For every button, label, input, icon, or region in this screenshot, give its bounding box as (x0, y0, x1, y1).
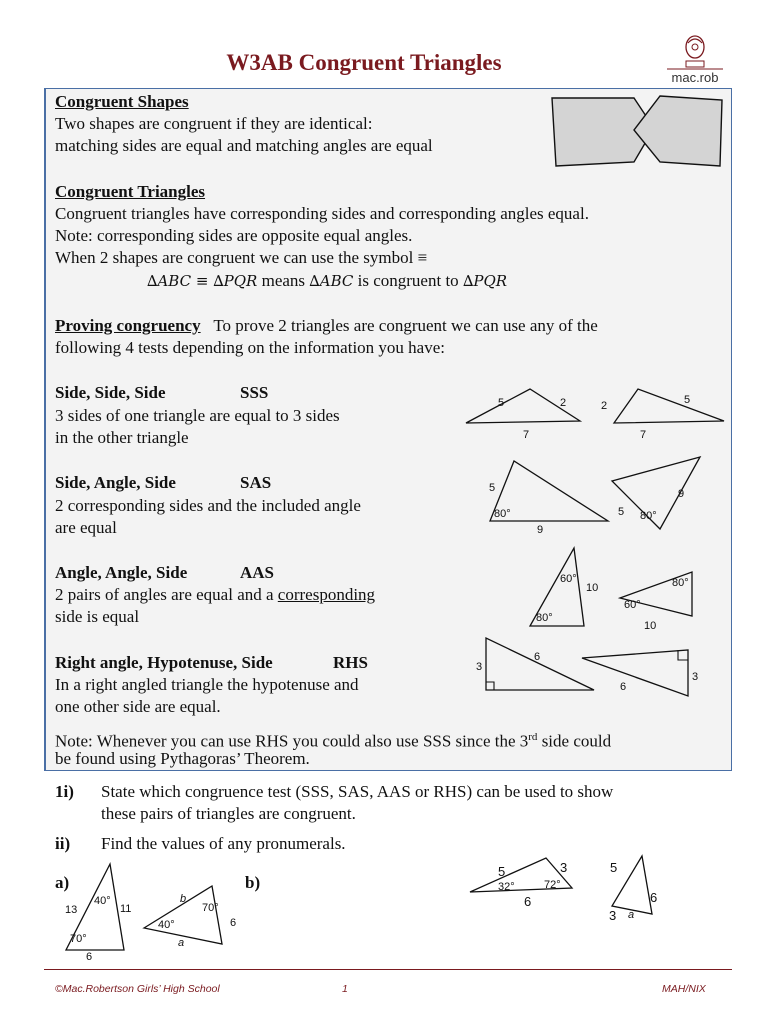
rhs-figure (472, 634, 712, 700)
sas-text: are equal (55, 518, 117, 537)
question-text: these pairs of triangles are congruent. (101, 804, 356, 823)
side-label: 13 (65, 904, 78, 916)
page-title: W3AB Congruent Triangles (226, 50, 502, 75)
angle-label: 40° (158, 919, 175, 931)
side-label: 5 (684, 394, 691, 406)
angle-label: 70° (70, 933, 87, 945)
sas-heading: Side, Angle, Side SAS (55, 473, 272, 492)
aas-heading: Angle, Angle, Side AAS (55, 563, 275, 582)
pronumeral-label: a (628, 909, 635, 921)
rhs-note: Note: Whenever you can use RHS you could also use SSS since the 3rd side could (55, 731, 612, 751)
side-label: 2 (560, 397, 567, 409)
side-label: 6 (524, 894, 532, 909)
logo-text: mac.rob (671, 70, 719, 85)
aas-text: 2 pairs of angles are equal and a corresponding (55, 585, 376, 604)
side-label: 7 (640, 429, 647, 441)
side-label: 9 (537, 524, 544, 536)
aas-text: side is equal (55, 607, 140, 626)
side-label: 3 (609, 908, 617, 923)
side-label: 2 (601, 400, 608, 412)
angle-label: 60° (560, 573, 577, 585)
pronumeral-label: b (180, 893, 187, 905)
angle-label: 80° (536, 612, 553, 624)
sas-text: 2 corresponding sides and the included angle (55, 496, 361, 515)
question-text: Find the values of any pronumerals. (101, 834, 346, 853)
sss-figure (462, 385, 732, 445)
pronumeral-label: a (178, 937, 185, 949)
part-b-label: b) (245, 873, 261, 892)
footer-school: ©Mac.Robertson Girls’ High School (55, 983, 220, 995)
footer-divider (44, 969, 732, 970)
angle-label: 32° (498, 881, 515, 893)
aas-figure (524, 546, 724, 630)
side-label: 5 (618, 506, 625, 518)
congruent-shapes-heading: Congruent Shapes (55, 92, 189, 111)
angle-label: 60° (624, 599, 641, 611)
part-a-figure (62, 858, 262, 968)
congruent-symbol-text: When 2 shapes are congruent we can use the symbol ≡ (55, 248, 428, 267)
congruent-triangles-heading: Congruent Triangles (55, 182, 206, 201)
side-label: 10 (586, 582, 599, 594)
side-label: 5 (498, 864, 506, 879)
congruent-shapes-figure (548, 94, 728, 170)
proving-congruency-text: following 4 tests depending on the information you have: (55, 338, 445, 357)
side-label: 6 (534, 651, 541, 663)
side-label: 3 (560, 860, 568, 875)
part-a-label: a) (55, 873, 70, 892)
congruent-shapes-text: Two shapes are congruent if they are identical: (55, 114, 373, 133)
side-label: 5 (498, 397, 505, 409)
proving-congruency-line: Proving congruency To prove 2 triangles are congruent we can use any of the (55, 316, 598, 335)
congruent-shapes-text: matching sides are equal and matching angles are equal (55, 136, 433, 155)
angle-label: 80° (672, 577, 689, 589)
side-label: 5 (489, 482, 496, 494)
footer-code: MAH/NIX (662, 983, 706, 995)
sas-figure (484, 455, 724, 540)
sss-heading: Side, Side, Side SSS (55, 383, 269, 402)
congruent-triangles-text: Congruent triangles have corresponding sides and corresponding angles equal. (55, 204, 589, 223)
congruent-triangles-note: Note: corresponding sides are opposite equal angles. (55, 226, 413, 245)
angle-label: 40° (94, 895, 111, 907)
side-label: 5 (610, 860, 618, 875)
side-label: 7 (523, 429, 530, 441)
angle-label: 80° (640, 510, 657, 522)
side-label: 6 (650, 890, 658, 905)
sss-text: in the other triangle (55, 428, 189, 447)
side-label: 9 (678, 488, 685, 500)
footer-page-number: 1 (342, 983, 348, 995)
rhs-text: In a right angled triangle the hypotenuse and (55, 675, 359, 694)
side-label: 6 (620, 681, 627, 693)
side-label: 3 (692, 671, 699, 683)
congruence-formula: ∆ABC ≡ ∆PQR means ∆ABC is congruent to ∆PQR (147, 271, 508, 290)
side-label: 10 (644, 620, 657, 632)
rhs-heading: Right angle, Hypotenuse, Side RHS (55, 653, 368, 672)
side-label: 3 (476, 661, 483, 673)
angle-label: 72° (544, 879, 561, 891)
question-number: ii) (55, 834, 71, 853)
angle-label: 70° (202, 902, 219, 914)
rhs-text: one other side are equal. (55, 697, 221, 716)
question-text: State which congruence test (SSS, SAS, AAS or RHS) can be used to show (101, 782, 614, 801)
side-label: 6 (230, 917, 237, 929)
question-number: 1i) (55, 782, 74, 801)
sss-text: 3 sides of one triangle are equal to 3 sides (55, 406, 340, 425)
part-b-figure (466, 852, 676, 932)
angle-label: 80° (494, 508, 511, 520)
side-label: 11 (120, 903, 132, 915)
rhs-note: be found using Pythagoras’ Theorem. (55, 749, 310, 768)
side-label: 6 (86, 951, 93, 963)
